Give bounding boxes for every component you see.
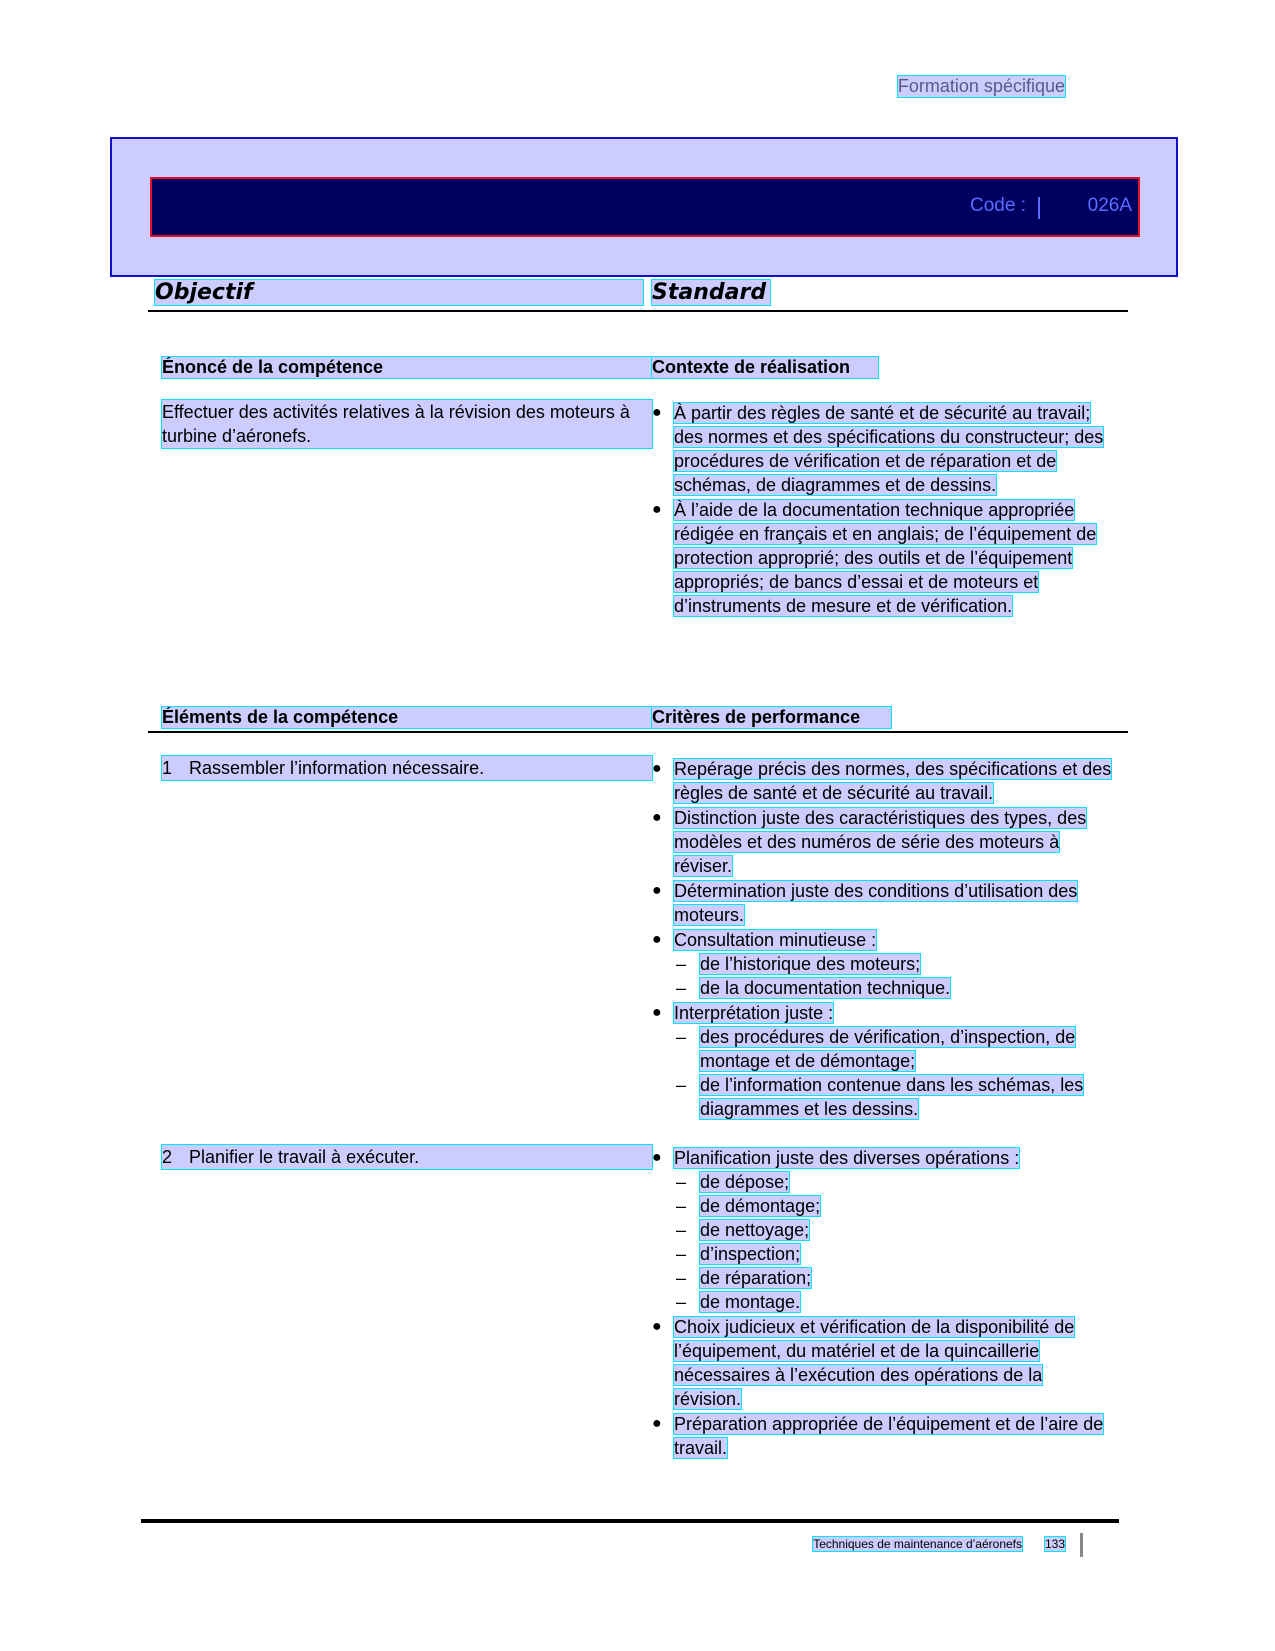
footer-separator: [1080, 1533, 1083, 1557]
criterion-item: [652, 1001, 1112, 1121]
element-number: 1: [162, 758, 173, 778]
sub-criterion-text: d’inspection;: [700, 1244, 801, 1264]
sub-criterion-item: [674, 1218, 1112, 1242]
criterion-text: Préparation appropriée de l’équipement et de l’aire de travail.: [674, 1414, 1104, 1458]
sub-criterion-item: [674, 1290, 1112, 1314]
bullet-icon: ●: [652, 1149, 662, 1166]
dash-icon: –: [676, 1220, 687, 1240]
sub-criterion-text: de réparation;: [700, 1268, 812, 1288]
criterion-item: [652, 498, 1112, 618]
footer-title: Techniques de maintenance d’aéronefs: [813, 1537, 1022, 1551]
performance-criteria-list: [652, 1146, 1112, 1461]
page-number: 133: [1044, 1537, 1065, 1551]
code-bar: [150, 177, 1140, 237]
criterion-text: Choix judicieux et vérification de la disponibilité de l’équipement, du matériel et de la quincaillerie nécessaires à l’exécution des opérations de la révision.: [674, 1317, 1075, 1409]
criterion-text: À l’aide de la documentation technique appropriée rédigée en français et en anglais; de l’équipement de protection approprié; des outils et de l’équipement appropriés; de bancs d’essai et de moteurs et d’instruments de mesure et de vérification.: [674, 500, 1097, 616]
element-text: Planifier le travail à exécuter.: [189, 1147, 420, 1167]
sub-criterion-text: de la documentation technique.: [700, 978, 951, 998]
dash-icon: –: [676, 1027, 687, 1047]
bullet-icon: ●: [652, 931, 662, 948]
criterion-sublist: [674, 952, 1112, 1000]
context-title: Contexte de réalisation: [652, 357, 878, 378]
bullet-icon: ●: [652, 1004, 662, 1021]
sub-criterion-text: de l’information contenue dans les schémas, les diagrammes et les dessins.: [700, 1075, 1084, 1119]
criterion-item: [652, 806, 1112, 878]
column-header-standard: Standard: [652, 280, 770, 305]
sub-criterion-text: de l’historique des moteurs;: [700, 954, 921, 974]
sub-criterion-item: [674, 1242, 1112, 1266]
criteria-title: Critères de performance: [652, 707, 891, 728]
bullet-icon: ●: [652, 501, 662, 518]
criterion-sublist: [674, 1170, 1112, 1314]
sub-criterion-text: de démontage;: [700, 1196, 821, 1216]
elements-rule: [148, 731, 1128, 733]
criterion-item: [652, 1315, 1112, 1411]
running-header: Formation spécifique: [897, 76, 1065, 96]
dash-icon: –: [676, 978, 687, 998]
sub-criterion-item: [674, 1170, 1112, 1194]
criterion-text: Planification juste des diverses opérations :: [674, 1148, 1020, 1168]
criterion-text: Détermination juste des conditions d’utilisation des moteurs.: [674, 881, 1078, 925]
element-text: Rassembler l’information nécessaire.: [189, 758, 485, 778]
criterion-sublist: [674, 1025, 1112, 1121]
sub-criterion-text: des procédures de vérification, d’inspection, de montage et de démontage;: [700, 1027, 1076, 1071]
context-list: [652, 401, 1112, 619]
bullet-icon: ●: [652, 1318, 662, 1335]
criterion-item: [652, 401, 1112, 497]
bullet-icon: ●: [652, 1415, 662, 1432]
criterion-item: [652, 879, 1112, 927]
criterion-text: Consultation minutieuse :: [674, 930, 877, 950]
dash-icon: –: [676, 1268, 687, 1288]
footer-rule: [141, 1519, 1119, 1523]
sub-criterion-item: [674, 1194, 1112, 1218]
dash-icon: –: [676, 954, 687, 974]
sub-criterion-text: de montage.: [700, 1292, 801, 1312]
bullet-icon: ●: [652, 760, 662, 777]
criterion-item: [652, 1412, 1112, 1460]
sub-criterion-item: [674, 1025, 1112, 1073]
code-separator: [1038, 197, 1040, 219]
sub-criterion-text: de dépose;: [700, 1172, 790, 1192]
code-label: Code :: [970, 195, 1026, 216]
criterion-item: [652, 1146, 1112, 1314]
criterion-item: [652, 928, 1112, 1000]
sub-criterion-item: [674, 1266, 1112, 1290]
column-header-rule: [148, 310, 1128, 312]
competency-statement: Effectuer des activités relatives à la révision des moteurs à turbine d’aéronefs.: [162, 400, 652, 448]
statement-title: Énoncé de la compétence: [162, 357, 652, 378]
elements-title: Éléments de la compétence: [162, 707, 652, 728]
criterion-text: Distinction juste des caractéristiques des types, des modèles et des numéros de série des moteurs à réviser.: [674, 808, 1087, 876]
bullet-icon: ●: [652, 404, 662, 421]
performance-criteria-list: [652, 757, 1112, 1122]
sub-criterion-item: [674, 952, 1112, 976]
criterion-text: Interprétation juste :: [674, 1003, 834, 1023]
competency-element: [162, 1145, 652, 1169]
sub-criterion-item: [674, 976, 1112, 1000]
criterion-text: À partir des règles de santé et de sécurité au travail; des normes et des spécifications du constructeur; des procédures de vérification et de réparation et de schémas, de diagrammes et de dessins.: [674, 403, 1104, 495]
dash-icon: –: [676, 1196, 687, 1216]
sub-criterion-item: [674, 1073, 1112, 1121]
competency-element: [162, 756, 652, 780]
competency-banner: [110, 137, 1178, 277]
dash-icon: –: [676, 1292, 687, 1312]
criterion-text: Repérage précis des normes, des spécifications et des règles de santé et de sécurité au travail.: [674, 759, 1112, 803]
dash-icon: –: [676, 1075, 687, 1095]
sub-criterion-text: de nettoyage;: [700, 1220, 810, 1240]
column-header-objectif: Objectif: [155, 280, 643, 305]
dash-icon: –: [676, 1172, 687, 1192]
element-number: 2: [162, 1147, 173, 1167]
dash-icon: –: [676, 1244, 687, 1264]
bullet-icon: ●: [652, 882, 662, 899]
bullet-icon: ●: [652, 809, 662, 826]
code-value: 026A: [1087, 195, 1132, 216]
criterion-item: [652, 757, 1112, 805]
